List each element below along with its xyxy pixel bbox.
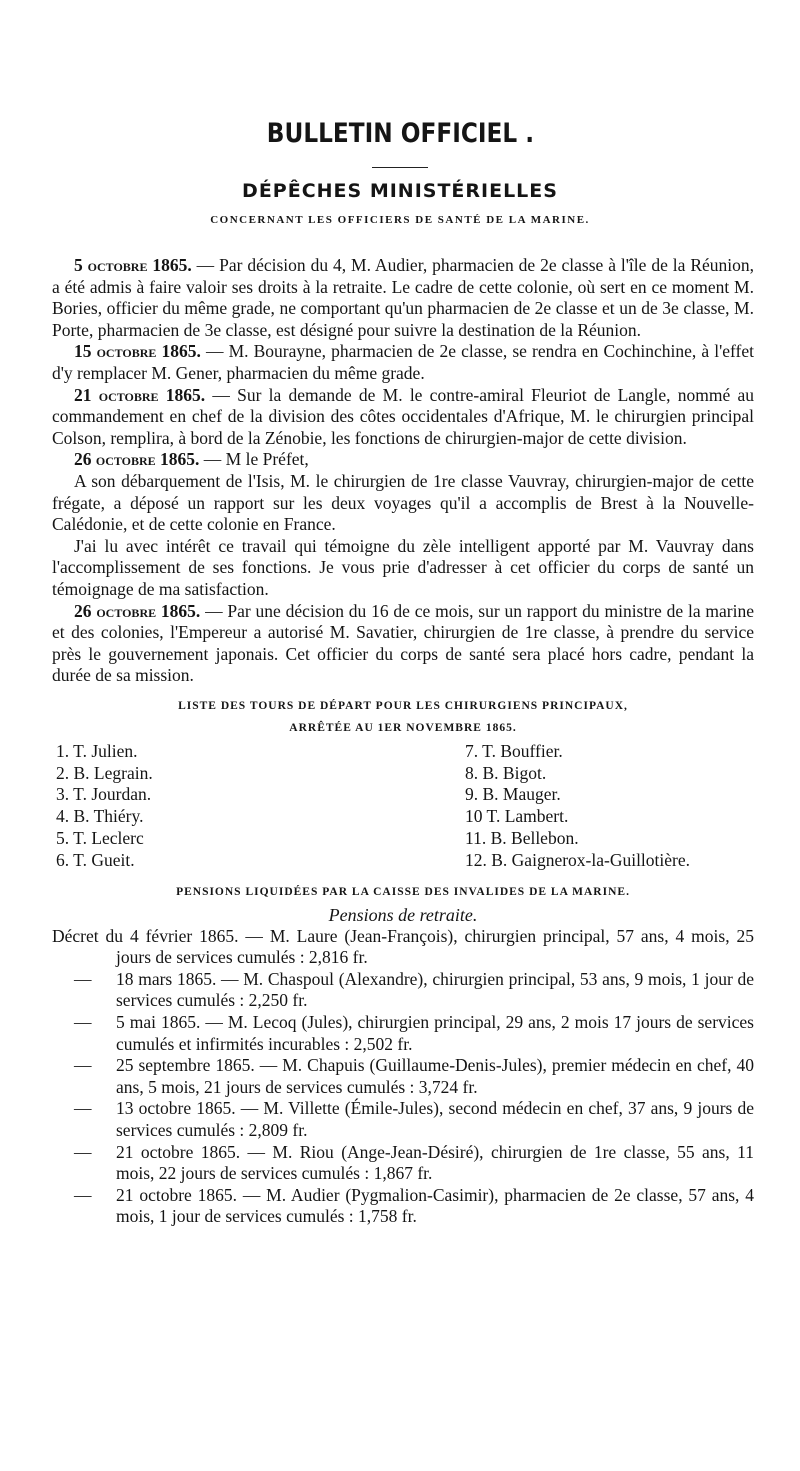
section-subtitle: CONCERNANT LES OFFICIERS DE SANTÉ DE LA MARINE. [210,214,590,226]
pension-entry [52,969,754,1012]
pension-entry [52,1185,754,1228]
body-text [52,255,754,1228]
paragraph [52,449,754,471]
tour-list-title-line2: ARRÊTÉE AU 1ER NOVEMBRE 1865. [289,721,517,734]
pension-entry-text: 25 septembre 1865. — M. Chapuis (Guillaume-Denis-Jules), premier médecin en chef, 40 ans, 5 mois, 21 jours de services cumulés : 3,724 fr. [116,1055,754,1097]
pension-entry [52,1142,754,1185]
paragraph [52,601,754,687]
paragraph [52,536,754,601]
paragraph-text: — M le Préfet, [199,449,309,470]
section-title: DÉPÊCHES MINISTÉRIELLES [242,180,558,202]
tour-list-item: 1. T. Julien. [56,740,138,761]
tour-list-right [403,741,754,872]
tour-list-item: 5. T. Leclerc [56,828,144,849]
tour-list-title-line1: LISTE DES TOURS DE DÉPART POUR LES CHIRURGIENS PRINCIPAUX, [178,699,628,712]
tour-list-item: 2. B. Legrain. [56,762,153,783]
pension-entry: Décret du 4 février 1865. — M. Laure (Jean-François), chirurgien principal, 57 ans, 4 mois, 25 jours de services cumulés : 2,816 fr. [52,925,754,968]
paragraph-text: — Sur la demande de M. le contre-amiral Fleuriot de Langle, nommé au commandement en chef de la division des côtes occidentales d'Afrique, M. le chirurgien principal Colson, remplira, à bord de la Zénobie, les fonctions de chirurgien-major de cette division. [52,384,754,448]
paragraph-text: — Par une décision du 16 de ce mois, sur un rapport du ministre de la marine et des colonies, l'Empereur a autorisé M. Savatier, chirurgien de 1re classe, à prendre du service près le gouvernement japonais. Cet officier du corps de santé sera placé hors cadre, pendant la durée de sa mission. [52,600,754,686]
tour-list-item: 11. B. Bellebon. [465,828,579,849]
paragraph-text: J'ai lu avec intérêt ce travail qui témoigne du zèle intelligent apporté par M. Vauvray dans l'accomplissement de ses fonctions. Je vous prie d'adresser à cet officier du corps de santé un témoignage de ma satisfaction. [52,535,754,599]
pension-entry-text: 18 mars 1865. — M. Chaspoul (Alexandre), chirurgien principal, 53 ans, 9 mois, 1 jour de services cumulés : 2,250 fr. [116,968,754,1011]
tour-list-item: 8. B. Bigot. [465,762,547,783]
pension-entry-text: 21 octobre 1865. — M. Riou (Ange-Jean-Désiré), chirurgien de 1re classe, 55 ans, 11 mois, 22 jours de services cumulés : 1,867 fr. [116,1141,754,1184]
entry-dash: — [74,1141,92,1162]
paragraph [52,341,754,384]
entry-dash: — [74,1184,92,1205]
pension-entry-text: 13 octobre 1865. — M. Villette (Émile-Jules), second médecin en chef, 37 ans, 9 jours de services cumulés : 2,809 fr. [116,1098,754,1140]
paragraph [52,385,754,450]
header [0,118,800,226]
tour-list-item: 4. B. Thiéry. [56,806,144,827]
paragraph [52,255,754,341]
paragraph-date: 21 octobre 1865. [74,384,206,405]
pension-entry-text: 5 mai 1865. — M. Lecoq (Jules), chirurgien principal, 29 ans, 2 mois 17 jours de services cumulés et infirmités incurables : 2,502 fr. [116,1012,754,1054]
tour-list [52,741,754,872]
paragraph-text: A son débarquement de l'Isis, M. le chirurgien de 1re classe Vauvray, chirurgien-major de cette frégate, a déposé un rapport sur les deux voyages qu'il a accomplis de Brest à la Nouvelle-Calédonie, et de cette colonie en France. [52,470,754,535]
tour-list-title [52,695,754,739]
pension-entry [52,1012,754,1055]
paragraph [52,471,754,536]
bulletin-title: BULLETIN OFFICIEL . [266,118,534,149]
title-rule [372,167,428,168]
paragraph-date: 26 octobre 1865. [74,600,201,621]
tour-list-item: 6. T. Gueit. [56,849,135,870]
pension-entry-text: 21 octobre 1865. — M. Audier (Pygmalion-Casimir), pharmacien de 2e classe, 57 ans, 4 mois, 1 jour de services cumulés : 1,758 fr. [116,1184,754,1227]
paragraph-text: — Par décision du 4, M. Audier, pharmacien de 2e classe à l'île de la Réunion, a été admis à faire valoir ses droits à la retraite. Le cadre de cette colonie, où sert en ce moment M. Bories, officier du même grade, ne comportant qu'un pharmacien de 2e classe et un de 3e classe, M. Porte, pharmacien de 3e classe, est désigné pour suivre la destination de la Réunion. [52,255,754,340]
entry-dash: — [74,1012,92,1033]
tour-list-item: 7. T. Bouffier. [465,740,563,761]
paragraph-date: 5 octobre 1865. [74,255,192,275]
tour-list-item: 10 T. Lambert. [465,806,569,827]
pensions-title: PENSIONS LIQUIDÉES PAR LA CAISSE DES INVALIDES DE LA MARINE. [176,885,630,898]
pension-entry [52,1055,754,1098]
tour-list-item: 12. B. Gaignerox-la-Guillotière. [465,849,691,870]
paragraph-text: — M. Bourayne, pharmacien de 2e classe, se rendra en Cochinchine, à l'effet d'y remplacer M. Gener, pharmacien du même grade. [52,341,754,383]
paragraph-date: 15 octobre 1865. [74,341,201,362]
tour-list-item: 9. B. Mauger. [465,784,561,805]
pension-entry [52,1098,754,1141]
entry-dash: — [74,1098,92,1119]
pensions-subtitle: Pensions de retraite. [328,904,478,925]
paragraph-date: 26 octobre 1865. [74,449,200,470]
tour-list-left [52,741,403,872]
tour-list-item: 3. T. Jourdan. [56,784,152,805]
entry-dash: — [74,968,92,989]
entry-dash: — [74,1055,92,1076]
